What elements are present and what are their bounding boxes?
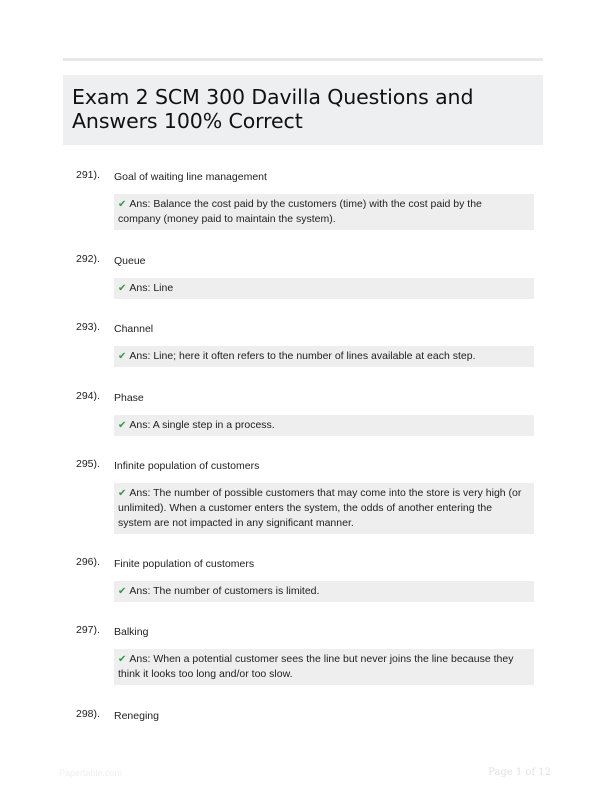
answer-box (114, 278, 534, 299)
question-number: 292). (76, 253, 100, 265)
question-text: Phase (114, 392, 144, 404)
check-icon: ✔ (118, 199, 127, 210)
footer-watermark: Papertable.com (59, 768, 123, 778)
answer-text: Ans: Balance the cost paid by the customers (time) with the cost paid by the company (money paid to maintain the system). (118, 198, 482, 225)
page-indicator: Page 1 of 12 (488, 767, 551, 778)
check-icon: ✔ (118, 420, 127, 431)
question-number: 296). (76, 556, 100, 568)
page-title: Exam 2 SCM 300 Davilla Questions and Answers 100% Correct (72, 85, 474, 133)
answer-box (114, 649, 534, 685)
question-text: Reneging (114, 710, 159, 722)
question-number: 294). (76, 390, 100, 402)
question-text: Finite population of customers (114, 558, 255, 570)
answer-box (114, 483, 534, 534)
question-text: Infinite population of customers (114, 460, 260, 472)
question-number: 293). (76, 321, 100, 333)
answer-text: Ans: The number of customers is limited. (129, 585, 320, 597)
check-icon: ✔ (118, 586, 127, 597)
question-text: Queue (114, 255, 146, 267)
check-icon: ✔ (118, 351, 127, 362)
question-text: Goal of waiting line management (114, 171, 267, 183)
answer-box (114, 415, 534, 436)
answer-text: Ans: When a potential customer sees the line but never joins the line because they think it looks too long and/or too slow. (118, 653, 514, 680)
answer-box (114, 194, 534, 230)
answer-box (114, 346, 534, 367)
question-number: 298). (76, 708, 100, 720)
question-text: Balking (114, 626, 149, 638)
answer-text: Ans: Line; here it often refers to the number of lines available at each step. (129, 350, 476, 362)
check-icon: ✔ (118, 488, 127, 499)
question-number: 297). (76, 624, 100, 636)
check-icon: ✔ (118, 283, 127, 294)
answer-text: Ans: The number of possible customers that may come into the store is very high (or unlimited). When a customer enters the system, the odds of another entering the system are not impacted in any significant manner. (118, 487, 522, 529)
title-banner (63, 75, 543, 145)
answer-text: Ans: Line (129, 282, 174, 294)
top-divider (63, 58, 543, 61)
answer-box (114, 581, 534, 602)
check-icon: ✔ (118, 654, 127, 665)
question-number: 291). (76, 169, 100, 181)
question-number: 295). (76, 458, 100, 470)
answer-text: Ans: A single step in a process. (129, 419, 275, 431)
question-text: Channel (114, 323, 154, 335)
